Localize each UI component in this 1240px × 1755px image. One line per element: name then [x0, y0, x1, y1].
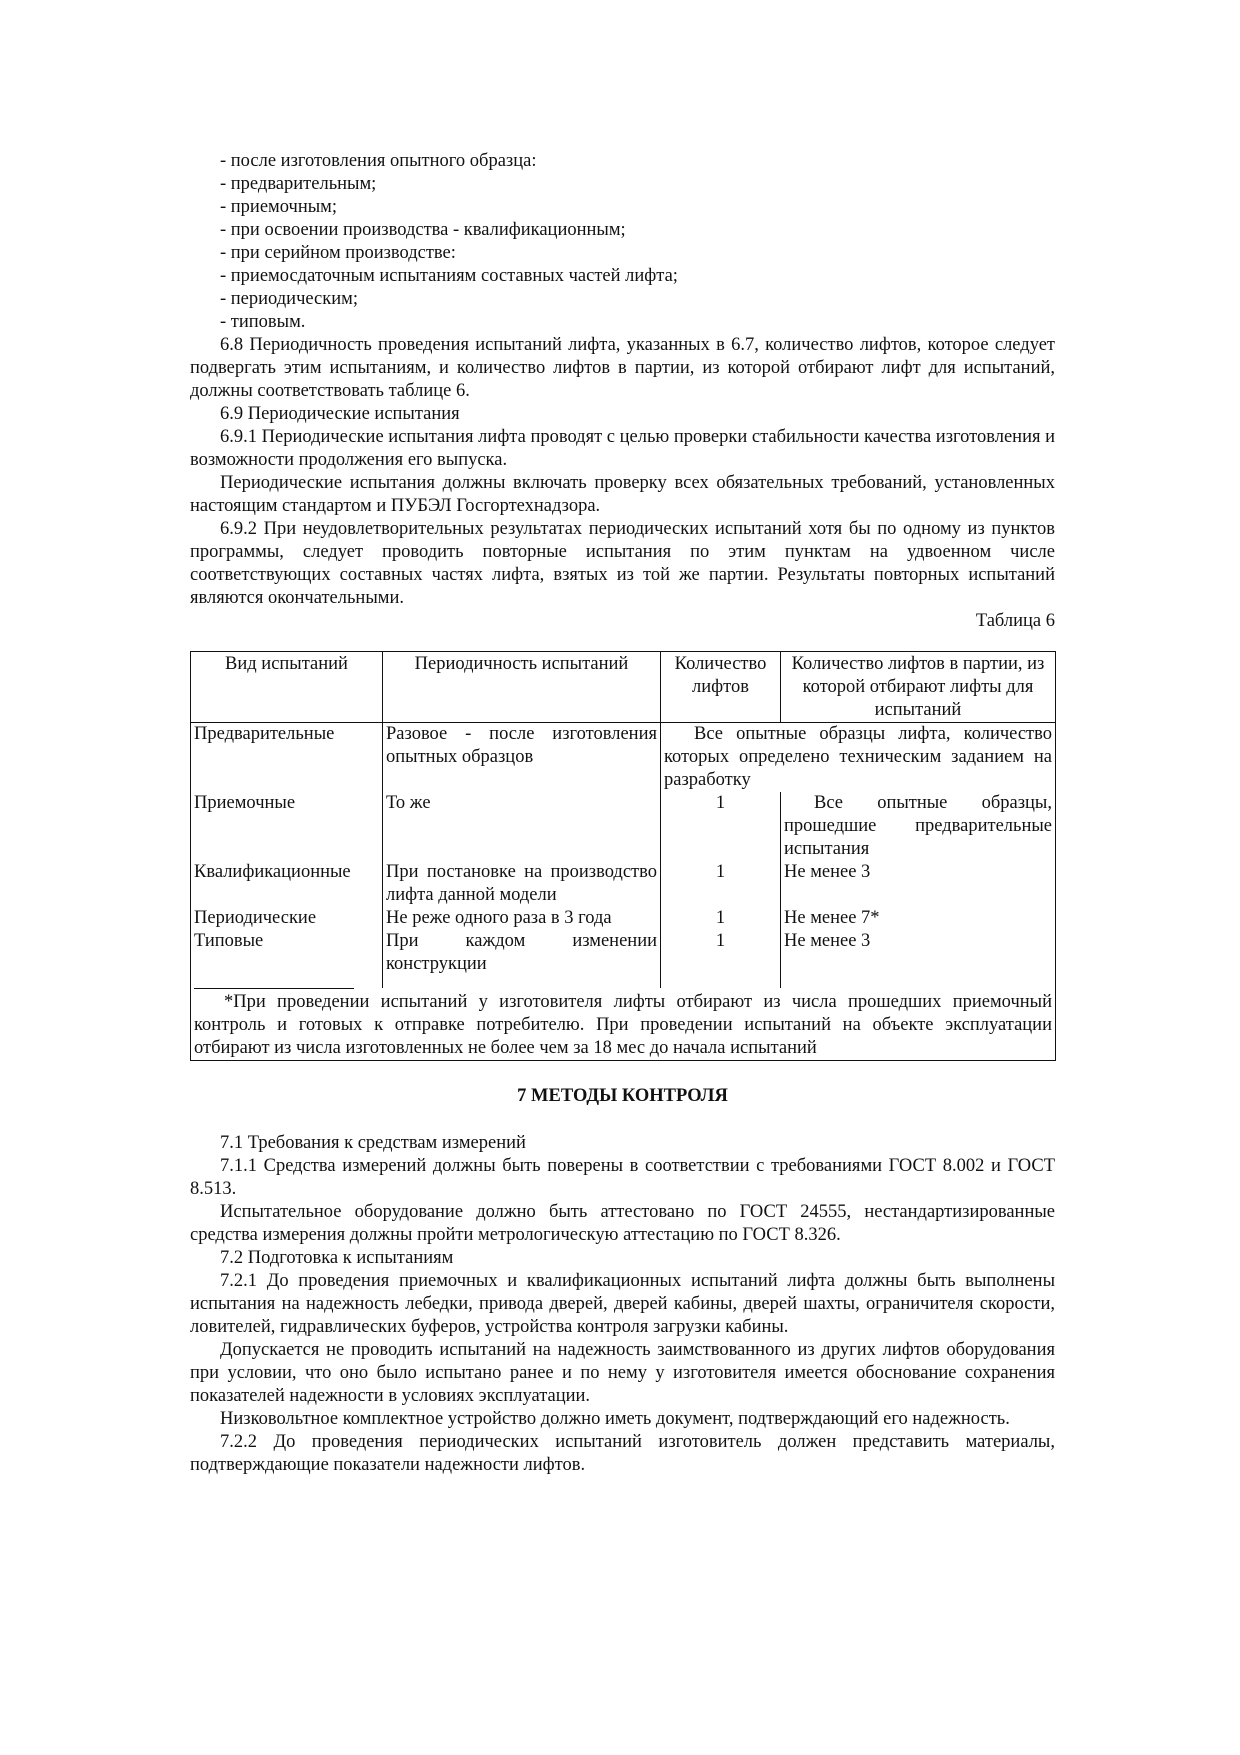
table-6 — [190, 651, 1056, 1061]
list-item: - при серийном производстве: — [220, 243, 456, 263]
table-footnote-cell — [191, 988, 1056, 1061]
cell-count: 1 — [661, 861, 781, 907]
paragraph-7-1-1: 7.1.1 Средства измерений должны быть поверены в соответствии с требованиями ГОСТ 8.002 и ГОСТ 8.513. — [190, 1156, 1055, 1199]
heading-6-9: 6.9 Периодические испытания — [220, 404, 460, 424]
list-item: - приемосдаточным испытаниям составных частей лифта; — [220, 266, 678, 286]
paragraph-7-2-1: 7.2.1 До проведения приемочных и квалификационных испытаний лифта должны быть выполнены испытания на надежность лебедки, привода дверей, дверей кабины, дверей шахты, ограничителя скорости, ловителей, гидравлических буферов, устройства контроля загрузки кабины. — [190, 1271, 1055, 1337]
table-caption: Таблица 6 — [975, 611, 1055, 631]
heading-7-1: 7.1 Требования к средствам измерений — [220, 1133, 526, 1153]
paragraph-6-9-1: 6.9.1 Периодические испытания лифта проводят с целью проверки стабильности качества изготовления и возможности продолжения его выпуска. — [190, 427, 1056, 470]
table-row — [191, 792, 1056, 861]
heading-7-2: 7.2 Подготовка к испытаниям — [220, 1248, 454, 1268]
paragraph-6-9-2: 6.9.2 При неудовлетворительных результатах периодических испытаний хотя бы по одному из пунктов программы, следует проводить повторные испытания по этим пунктам на удвоенном числе соответствующих составных частях лифта, взятых из той же партии. Результаты повторных испытаний являются окончательными. — [190, 519, 1055, 608]
paragraph-allowed: Допускается не проводить испытаний на надежность заимствованного из других лифтов оборудования при условии, что оно было испытано ранее и по нему у изготовителя имеется обоснование сохранения показателей надежности в условиях эксплуатации. — [190, 1340, 1055, 1406]
header-batch-count: Количество лифтов в партии, из которой отбирают лифты для испытаний — [781, 652, 1056, 723]
paragraph-low-voltage: Низковольтное комплектное устройство должно иметь документ, подтверждающий его надежность. — [220, 1409, 1010, 1429]
header-periodicity: Периодичность испытаний — [383, 652, 661, 723]
cell-type: Периодические — [191, 907, 383, 930]
list-item: - периодическим; — [220, 289, 359, 309]
cell-count: 1 — [661, 792, 781, 861]
cell-merged: Все опытные образцы лифта, количество которых определено техническим заданием на разработку — [661, 723, 1056, 793]
table-header-row — [191, 652, 1056, 723]
header-test-type: Вид испытаний — [191, 652, 383, 723]
cell-type: Предварительные — [191, 723, 383, 793]
cell-count: 1 — [661, 907, 781, 930]
cell-period: При каждом изменении конструкции — [383, 930, 661, 988]
cell-type: Типовые — [191, 930, 383, 988]
paragraph-periodic: Периодические испытания должны включать проверку всех обязательных требований, установленных настоящим стандартом и ПУБЭЛ Госгортехнадзора. — [190, 473, 1055, 516]
table-row — [191, 907, 1056, 930]
footnote-rule — [194, 988, 354, 989]
paragraph-equipment: Испытательное оборудование должно быть аттестовано по ГОСТ 24555, нестандартизированные средства измерения должны пройти метрологическую аттестацию по ГОСТ 8.326. — [190, 1202, 1055, 1245]
table-footnote: *При проведении испытаний у изготовителя лифты отбирают из числа прошедших приемочный контроль и готовых к отправке потребителю. При проведении испытаний на объекте эксплуатации отбирают из числа изготовленных не более чем за 18 мес до начала испытаний — [194, 992, 1052, 1058]
cell-batch: Не менее 7* — [781, 907, 1056, 930]
cell-count: 1 — [661, 930, 781, 988]
list-item: - приемочным; — [220, 197, 338, 217]
cell-period: То же — [383, 792, 661, 861]
intro-list — [190, 150, 1055, 334]
cell-period: Не реже одного раза в 3 года — [383, 907, 661, 930]
cell-type: Приемочные — [191, 792, 383, 861]
cell-batch: Не менее 3 — [781, 861, 1056, 907]
cell-batch: Все опытные образцы, прошедшие предварительные испытания — [781, 792, 1056, 861]
table-row — [191, 723, 1056, 793]
table-row — [191, 861, 1056, 907]
header-lift-count: Количество лифтов — [661, 652, 781, 723]
cell-period: Разовое - после изготовления опытных образцов — [383, 723, 661, 793]
list-item: - после изготовления опытного образца: — [220, 151, 537, 171]
list-item: - при освоении производства - квалификационным; — [220, 220, 626, 240]
cell-type: Квалификационные — [191, 861, 383, 907]
cell-batch: Не менее 3 — [781, 930, 1056, 988]
list-item: - типовым. — [220, 312, 306, 332]
table-footnote-row — [191, 988, 1056, 1061]
table-row — [191, 930, 1056, 988]
document-page — [190, 150, 1055, 1477]
paragraph-6-8: 6.8 Периодичность проведения испытаний лифта, указанных в 6.7, количество лифтов, которое следует подвергать этим испытаниям, и количество лифтов в партии, из которой отбирают лифт для испытаний, должны соответствовать таблице 6. — [190, 335, 1055, 401]
cell-period: При постановке на производство лифта данной модели — [383, 861, 661, 907]
list-item: - предварительным; — [220, 174, 377, 194]
paragraph-7-2-2: 7.2.2 До проведения периодических испытаний изготовитель должен представить материалы, подтверждающие показатели надежности лифтов. — [190, 1432, 1055, 1475]
section-heading: 7 МЕТОДЫ КОНТРОЛЯ — [517, 1086, 728, 1106]
